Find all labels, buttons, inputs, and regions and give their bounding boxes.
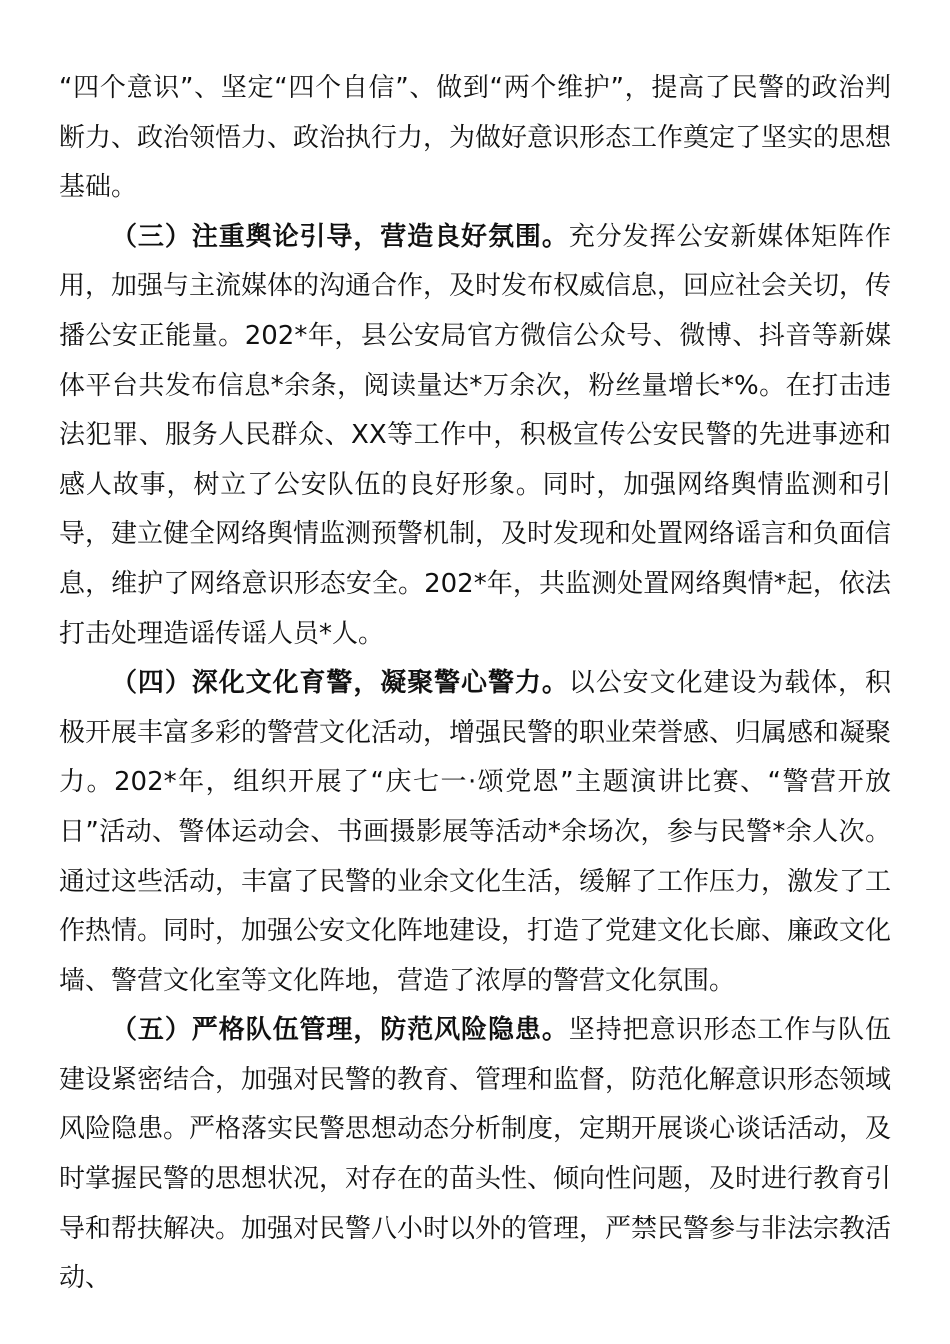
paragraph-body: 以公安文化建设为载体，积极开展丰富多彩的警营文化活动，增强民警的职业荣誉感、归属感和凝聚力。202*年，组织开展了“庆七一·颂党恩”主题演讲比赛、“警营开放日”活动、警体运动会、书画摄影展等活动*余场次，参与民警*余人次。通过这些活动，丰富了民警的业余文化生活，缓解了工作压力，激发了工作热情。同时，加强公安文化阵地建设，打造了党建文化长廊、廉政文化墙、警营文化室等文化阵地，营造了浓厚的警营文化氛围。 [59, 668, 892, 996]
document-page [59, 64, 891, 1304]
paragraph-body: 坚持把意识形态工作与队伍建设紧密结合，加强对民警的教育、管理和监督，防范化解意识形态领域风险隐患。严格落实民警思想动态分析制度，定期开展谈心谈话活动，及时掌握民警的思想状况，对存在的苗头性、倾向性问题，及时进行教育引导和帮扶解决。加强对民警八小时以外的管理，严禁民警参与非法宗教活动、 [59, 1015, 892, 1294]
paragraph-section-5 [59, 1006, 891, 1304]
paragraph-continuation [59, 64, 891, 213]
section-heading: （三）注重舆论引导，营造良好氛围。 [111, 221, 569, 252]
paragraph-section-4 [59, 659, 891, 1006]
paragraph-body: 充分发挥公安新媒体矩阵作用，加强与主流媒体的沟通合作，及时发布权威信息，回应社会关切，传播公安正能量。202*年，县公安局官方微信公众号、微博、抖音等新媒体平台共发布信息*余条，阅读量达*万余次，粉丝量增长*%。在打击违法犯罪、服务人民群众、XX等工作中，积极宣传公安民警的先进事迹和感人故事，树立了公安队伍的良好形象。同时，加强网络舆情监测和引导，建立健全网络舆情监测预警机制，及时发现和处置网络谣言和负面信息，维护了网络意识形态安全。202*年，共监测处置网络舆情*起，依法打击处理造谣传谣人员*人。 [59, 221, 892, 649]
paragraph-body: “四个意识”、坚定“四个自信”、做到“两个维护”，提高了民警的政治判断力、政治领悟力、政治执行力，为做好意识形态工作奠定了坚实的思想基础。 [59, 73, 892, 203]
section-heading: （四）深化文化育警，凝聚警心警力。 [111, 668, 569, 699]
section-heading: （五）严格队伍管理，防范风险隐患。 [111, 1015, 569, 1046]
paragraph-section-3 [59, 213, 891, 659]
